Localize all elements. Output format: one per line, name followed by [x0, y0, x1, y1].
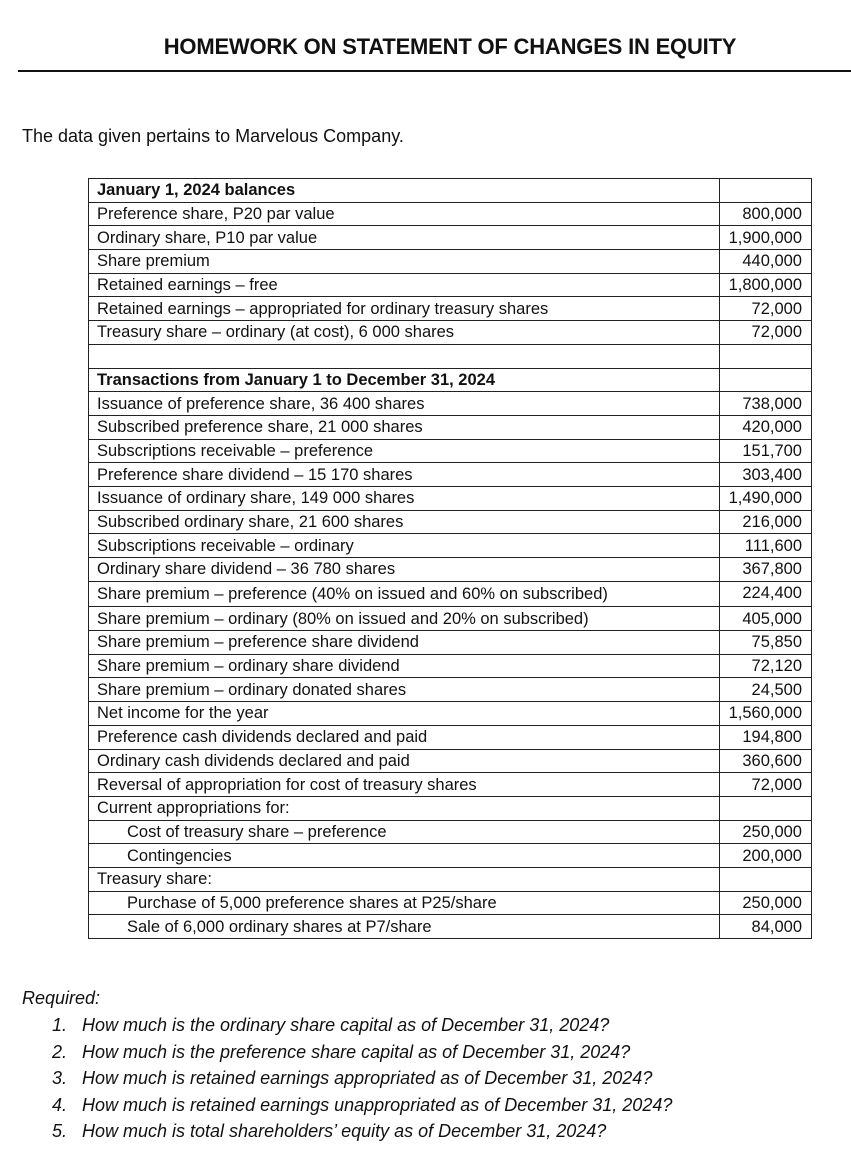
- row-amount: 1,560,000: [720, 702, 812, 726]
- row-amount: 194,800: [720, 725, 812, 749]
- row-amount: 250,000: [720, 891, 812, 915]
- row-label: Subscribed ordinary share, 21 600 shares: [89, 510, 720, 534]
- table-blank-row: [89, 344, 812, 368]
- table-row: [89, 749, 812, 773]
- row-label: Share premium – ordinary donated shares: [89, 678, 720, 702]
- row-amount: 111,600: [720, 534, 812, 558]
- row-amount: [720, 179, 812, 203]
- row-label: Preference share dividend – 15 170 shares: [89, 463, 720, 487]
- question-text: How much is the ordinary share capital as of December 31, 2024?: [82, 1015, 610, 1035]
- question-item: [52, 1121, 672, 1148]
- table-row: [89, 273, 812, 297]
- table-row: [89, 202, 812, 226]
- question-number: 5.: [52, 1121, 68, 1141]
- row-label: Issuance of preference share, 36 400 shares: [89, 392, 720, 416]
- row-label: [89, 344, 720, 368]
- table-row: [89, 250, 812, 274]
- table-row: [89, 415, 812, 439]
- question-item: [52, 1015, 672, 1042]
- row-amount: 738,000: [720, 392, 812, 416]
- equity-data-table-body: [89, 179, 812, 939]
- row-label: Ordinary cash dividends declared and paid: [89, 749, 720, 773]
- row-amount: 224,400: [720, 581, 812, 607]
- table-row: [89, 607, 812, 631]
- row-amount: 75,850: [720, 631, 812, 655]
- row-amount: 72,120: [720, 654, 812, 678]
- row-label: Ordinary share dividend – 36 780 shares: [89, 558, 720, 582]
- row-label: Purchase of 5,000 preference shares at P25/share: [89, 891, 720, 915]
- row-label: Subscriptions receivable – preference: [89, 439, 720, 463]
- table-row: [89, 891, 812, 915]
- table-row: [89, 654, 812, 678]
- row-label: January 1, 2024 balances: [89, 179, 720, 203]
- table-row: [89, 297, 812, 321]
- row-amount: [720, 867, 812, 891]
- question-list: [52, 1015, 672, 1148]
- table-row: [89, 702, 812, 726]
- table-section-header-row: [89, 179, 812, 203]
- row-amount: 800,000: [720, 202, 812, 226]
- question-item: [52, 1095, 672, 1122]
- table-row: [89, 321, 812, 345]
- question-number: 4.: [52, 1094, 68, 1115]
- question-text: How much is the preference share capital as of December 31, 2024?: [82, 1041, 631, 1062]
- row-label: Reversal of appropriation for cost of treasury shares: [89, 773, 720, 797]
- row-label: Share premium – preference (40% on issued and 60% on subscribed): [89, 581, 720, 607]
- table-row: [89, 915, 812, 939]
- row-label: Ordinary share, P10 par value: [89, 226, 720, 250]
- table-row: [89, 678, 812, 702]
- row-label: Preference cash dividends declared and paid: [89, 725, 720, 749]
- row-amount: 216,000: [720, 510, 812, 534]
- table-row: [89, 463, 812, 487]
- row-label: Share premium – preference share dividend: [89, 631, 720, 655]
- table-section-header-row: [89, 368, 812, 392]
- row-label: Treasury share:: [89, 867, 720, 891]
- table-row: [89, 226, 812, 250]
- table-row: [89, 486, 812, 510]
- row-label: Issuance of ordinary share, 149 000 shares: [89, 486, 720, 510]
- row-amount: 405,000: [720, 607, 812, 631]
- row-amount: 72,000: [720, 297, 812, 321]
- row-label: Treasury share – ordinary (at cost), 6 000 shares: [89, 321, 720, 345]
- row-label: Share premium – ordinary share dividend: [89, 654, 720, 678]
- question-number: 1.: [52, 1015, 68, 1035]
- table-row: [89, 510, 812, 534]
- row-label: Retained earnings – appropriated for ordinary treasury shares: [89, 297, 720, 321]
- row-label: Share premium: [89, 250, 720, 274]
- row-amount: 1,800,000: [720, 273, 812, 297]
- row-amount: 303,400: [720, 463, 812, 487]
- row-amount: 72,000: [720, 321, 812, 345]
- row-label: Retained earnings – free: [89, 273, 720, 297]
- row-amount: 200,000: [720, 844, 812, 868]
- question-number: 2.: [52, 1041, 68, 1062]
- table-row: [89, 820, 812, 844]
- question-text: How much is retained earnings appropriated as of December 31, 2024?: [82, 1068, 653, 1088]
- table-row: [89, 725, 812, 749]
- row-label: Preference share, P20 par value: [89, 202, 720, 226]
- row-amount: 72,000: [720, 773, 812, 797]
- row-amount: 24,500: [720, 678, 812, 702]
- row-amount: 367,800: [720, 558, 812, 582]
- question-item: [52, 1042, 672, 1069]
- title-divider: [18, 70, 851, 72]
- row-label: Share premium – ordinary (80% on issued and 20% on subscribed): [89, 607, 720, 631]
- question-text: How much is retained earnings unappropriated as of December 31, 2024?: [82, 1094, 673, 1115]
- table-row: [89, 773, 812, 797]
- question-number: 3.: [52, 1068, 68, 1088]
- row-label: Sale of 6,000 ordinary shares at P7/share: [89, 915, 720, 939]
- table-row: [89, 844, 812, 868]
- table-row: [89, 534, 812, 558]
- required-heading: Required:: [22, 988, 101, 1008]
- table-row: [89, 558, 812, 582]
- table-row: [89, 581, 812, 607]
- row-label: Current appropriations for:: [89, 796, 720, 820]
- table-row: [89, 796, 812, 820]
- row-amount: [720, 368, 812, 392]
- row-amount: [720, 796, 812, 820]
- table-row: [89, 439, 812, 463]
- equity-data-table: [88, 178, 812, 939]
- row-amount: 151,700: [720, 439, 812, 463]
- row-label: Contingencies: [89, 844, 720, 868]
- question-text: How much is total shareholders’ equity as of December 31, 2024?: [82, 1121, 607, 1141]
- row-label: Transactions from January 1 to December 31, 2024: [89, 368, 720, 392]
- row-amount: 1,900,000: [720, 226, 812, 250]
- row-amount: 84,000: [720, 915, 812, 939]
- page-title: HOMEWORK ON STATEMENT OF CHANGES IN EQUITY: [163, 34, 737, 59]
- row-label: Subscriptions receivable – ordinary: [89, 534, 720, 558]
- row-label: Subscribed preference share, 21 000 shares: [89, 415, 720, 439]
- table-row: [89, 867, 812, 891]
- row-amount: 420,000: [720, 415, 812, 439]
- row-label: Net income for the year: [89, 702, 720, 726]
- intro-text: The data given pertains to Marvelous Company.: [22, 126, 404, 146]
- row-amount: 1,490,000: [720, 486, 812, 510]
- table-row: [89, 392, 812, 416]
- row-amount: 250,000: [720, 820, 812, 844]
- question-item: [52, 1068, 672, 1095]
- table-row: [89, 631, 812, 655]
- row-amount: 440,000: [720, 250, 812, 274]
- row-label: Cost of treasury share – preference: [89, 820, 720, 844]
- row-amount: 360,600: [720, 749, 812, 773]
- row-amount: [720, 344, 812, 368]
